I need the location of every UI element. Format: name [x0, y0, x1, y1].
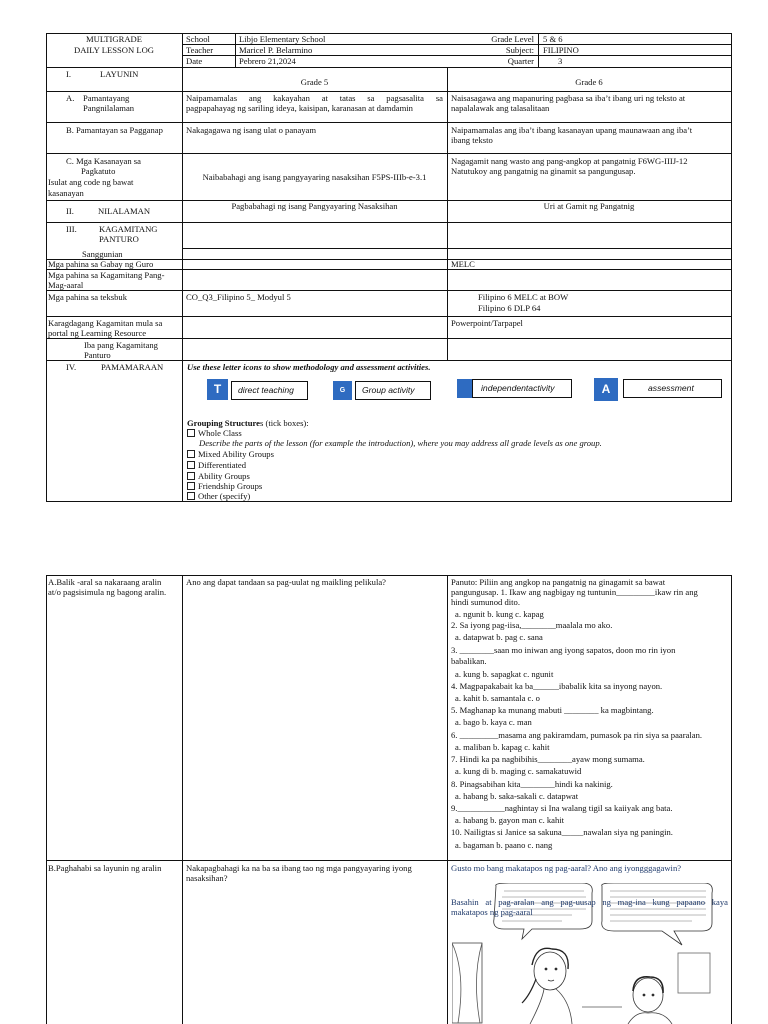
- subject-label: Subject:: [505, 45, 534, 55]
- checkbox-icon[interactable]: [187, 429, 195, 437]
- gabay-g6: MELC: [451, 259, 475, 269]
- paghahabi-g6-question: Gusto mo bang makatapos ng pag-aaral? Ano ang iyongggagawin?: [451, 863, 682, 873]
- quiz-line: babalikan.: [451, 656, 487, 666]
- nilalaman-num: II.: [66, 206, 74, 216]
- opt-differentiated[interactable]: [187, 460, 246, 470]
- checkbox-icon[interactable]: [187, 450, 195, 458]
- quiz-line: a. datapwat b. pag c. sana: [455, 632, 543, 642]
- pamantayang-g6-line1: Naisasagawa ang mapanuring pagbasa sa iba’t ibang uri ng teksto at: [451, 93, 686, 103]
- panuto-line-1: Panuto: Piliin ang angkop na pangatnig na ginagamit sa bawat: [451, 577, 666, 587]
- opt-whole-class[interactable]: [187, 428, 242, 438]
- nilalaman-g6: Uri at Gamit ng Pangatnig: [543, 201, 635, 211]
- group-activity-icon: G: [333, 381, 352, 400]
- layunin-num: I.: [66, 69, 72, 79]
- kagamitang-label-1: Mga pahina sa Kagamitang Pang-: [48, 270, 165, 280]
- kasanayan-g5: Naibabahagi ang isang pangyayaring nasaksihan F5PS-IIIb-e-3.1: [202, 172, 427, 182]
- quiz-line: 4. Magpapakabait ka ba______ibabalik kita sa inyong nayon.: [451, 681, 663, 691]
- direct-teaching-icon: T: [207, 379, 228, 400]
- checkbox-icon[interactable]: [187, 492, 195, 500]
- pamamaraan-num: IV.: [66, 362, 77, 372]
- karagdagang-label-1: Karagdagang Kagamitan mula sa: [48, 318, 163, 328]
- kagamitan-label-2: PANTURO: [99, 234, 139, 244]
- quiz-line: a. habang b. gayon man c. kahit: [455, 815, 565, 825]
- opt-ability-groups[interactable]: [187, 471, 250, 481]
- grouping-title-rest: s (tick boxes):: [259, 418, 309, 428]
- layunin-label: LAYUNIN: [100, 69, 139, 79]
- teksbuk-g6-2: Filipino 6 DLP 64: [478, 303, 541, 313]
- describe-note: Describe the parts of the lesson (for example the introduction), where you may address all grade levels as one group.: [199, 438, 602, 448]
- paghahabi-g6-basahin-1: Basahin at pag-aralan ang pag-uusap ng mag-ina kung papaano kaya: [451, 897, 728, 907]
- teacher-label: Teacher: [186, 45, 214, 55]
- kasanayan-label-4: kasanayan: [48, 188, 84, 198]
- school-label: School: [186, 34, 210, 44]
- karagdagang-label-2: portal ng Learning Resource: [48, 328, 147, 338]
- quiz-line: 7. Hindi ka pa nagbibihis________ayaw mong sumama.: [451, 754, 645, 764]
- quiz-line: a. kahit b. samantala c. o: [455, 693, 540, 703]
- pamamaraan-label: PAMAMARAAN: [101, 362, 164, 372]
- paghahabi-g5-line1: Nakapagbahagi ka na ba sa ibang tao ng mga pangyayaring iyong: [186, 863, 412, 873]
- quiz-line: a. kung di b. maging c. samakatuwid: [455, 766, 582, 776]
- quiz-line: a. habang b. saka-sakali c. datapwat: [455, 791, 579, 801]
- opt-other-label: Other (specify): [198, 491, 251, 501]
- kasanayan-label-3: Isulat ang code ng bawat: [48, 177, 134, 187]
- paghahabi-g6-basahin-2: makatapos ng pag-aaral: [451, 907, 533, 917]
- kasanayan-g6-line2: Natutukoy ang pangatnig na ginamit sa pangungusap.: [451, 166, 636, 176]
- checkbox-icon[interactable]: [187, 472, 195, 480]
- checkbox-icon[interactable]: [187, 461, 195, 469]
- kasanayan-label-2: Pagkatuto: [81, 166, 116, 176]
- direct-teaching-label: direct teaching: [231, 381, 308, 400]
- title-dll: DAILY LESSON LOG: [74, 45, 154, 55]
- nilalaman-g5: Pagbabahagi ng isang Pangyayaring Nasaksihan: [231, 201, 398, 211]
- opt-mixed-ability[interactable]: [187, 449, 274, 459]
- pamantayang-label-2: Pangnilalaman: [83, 103, 135, 113]
- assessment-icon: A: [594, 378, 618, 401]
- assessment-label: assessment: [623, 379, 722, 398]
- quiz-line: 3. ________saan mo iniwan ang iyong sapatos, doon mo rin iyon: [451, 645, 676, 655]
- paghahabi-g5-line2: nasaksihan?: [186, 873, 228, 883]
- paghahabi-label: B.Paghahabi sa layunin ng aralin: [48, 863, 162, 873]
- grouping-title-bold: Grouping Structure: [187, 418, 260, 428]
- quiz-line: a. maliban b. kapag c. kahit: [455, 742, 550, 752]
- opt-ability-groups-label: Ability Groups: [198, 471, 250, 481]
- letter-icons-instruction: Use these letter icons to show methodology and assessment activities.: [187, 362, 431, 372]
- pagganap-g6-line2: ibang teksto: [451, 135, 493, 145]
- date-label: Date: [186, 56, 203, 66]
- grouping-title: [187, 418, 309, 428]
- pagganap-label: B. Pamantayan sa Pagganap: [66, 125, 163, 135]
- quiz-line: a. kung b. sapagkat c. ngunit: [455, 669, 554, 679]
- teacher-value: Maricel P. Belarmino: [239, 45, 313, 55]
- pamantayang-g5-line2: pagpapahayag ng sariling ideya, kaisipan, karanasan at damdamin: [186, 103, 413, 113]
- panuto-line-2: pangungusap. 1. Ikaw ang nagbigay ng tuntunin_________ikaw rin ang: [451, 587, 698, 597]
- kasanayan-g6-line1: Nagagamit nang wasto ang pang-angkop at pangatnig F6WG-IIIJ-12: [451, 156, 688, 166]
- kasanayan-label-1: C. Mga Kasanayan sa: [66, 156, 141, 166]
- panuto-line-3: hindi sumunod dito.: [451, 597, 520, 607]
- quiz-line: 2. Sa iyong pag-iisa,________maalala mo ako.: [451, 620, 613, 630]
- teksbuk-g6-1: Filipino 6 MELC at BOW: [478, 292, 569, 302]
- opt-differentiated-label: Differentiated: [198, 460, 247, 470]
- pamantayang-g5-line1: Naipamamalas ang kakayahan at tatas sa pagsasalita sa: [186, 93, 443, 103]
- teksbuk-label: Mga pahina sa teksbuk: [48, 292, 127, 302]
- opt-friendship-groups-label: Friendship Groups: [198, 481, 263, 491]
- school-value: Libjo Elementary School: [239, 34, 326, 44]
- grade5-heading: Grade 5: [300, 77, 329, 87]
- pagganap-g5: Nakagagawa ng isang ulat o panayam: [186, 125, 317, 135]
- sanggunian-label: Sanggunian: [82, 249, 123, 259]
- quiz-line: 8. Pinagsabihan kita________hindi ka nakinig.: [451, 779, 613, 789]
- title-multigrade: MULTIGRADE: [85, 34, 143, 44]
- quiz-line: a. bagaman b. paano c. nang: [455, 840, 553, 850]
- quiz-line: 10. Nailigtas si Janice sa sakuna_____nawalan siya ng paningin.: [451, 827, 673, 837]
- opt-friendship-groups[interactable]: [187, 481, 262, 491]
- opt-mixed-ability-label: Mixed Ability Groups: [198, 449, 274, 459]
- pagganap-g6-line1: Naipamamalas ang iba’t ibang kasanayan upang maunawaan ang iba’t: [451, 125, 693, 135]
- teksbuk-g5: CO_Q3_Filipino 5_ Modyul 5: [186, 292, 291, 302]
- karagdagang-g6: Powerpoint/Tarpapel: [451, 318, 523, 328]
- independent-activity-icon: I: [457, 379, 472, 398]
- date-value: Pebrero 21,2024: [239, 56, 296, 66]
- quiz-line: a. ngunit b. kung c. kapag: [455, 609, 544, 619]
- quiz-line: a. bago b. kaya c. man: [455, 717, 532, 727]
- quiz-line: 5. Maghanap ka munang mabuti ________ ka magbintang.: [451, 705, 654, 715]
- pamantayang-g6-line2: napalalawak ang talasalitaan: [451, 103, 550, 113]
- checkbox-icon[interactable]: [187, 482, 195, 490]
- kagamitan-label-1: KAGAMITANG: [99, 224, 158, 234]
- balik-aral-g5: Ano ang dapat tandaan sa pag-uulat ng maikling pelikula?: [186, 577, 386, 587]
- nilalaman-label: NILALAMAN: [98, 206, 151, 216]
- gabay-label: Mga pahina sa Gabay ng Guro: [48, 259, 154, 269]
- quarter-label: Quarter: [507, 56, 534, 66]
- quarter-value: 3: [558, 56, 563, 66]
- iba-label-2: Panturo: [84, 350, 111, 360]
- grade-level-label: Grade Level: [491, 34, 534, 44]
- independent-activity-label: independentactivity: [472, 379, 572, 398]
- opt-other[interactable]: [187, 491, 250, 501]
- balik-aral-label-2: at/o pagsisimula ng bagong aralin.: [48, 587, 167, 597]
- pamantayang-label-1: Pamantayang: [83, 93, 130, 103]
- kagamitan-num: III.: [66, 224, 77, 234]
- quiz-line: 9.___________naghintay si Ina walang tigil sa kaiiyak ang bata.: [451, 803, 673, 813]
- grade6-heading: Grade 6: [575, 77, 603, 87]
- balik-aral-label-1: A.Balik -aral sa nakaraang aralin: [48, 577, 162, 587]
- pamantayang-letter: A.: [66, 93, 75, 103]
- opt-whole-class-label: Whole Class: [198, 428, 242, 438]
- subject-value: FILIPINO: [543, 45, 579, 55]
- kagamitang-label-2: Mag-aaral: [48, 280, 84, 290]
- grade-level-value: 5 & 6: [543, 34, 563, 44]
- iba-label-1: Iba pang Kagamitang: [84, 340, 158, 350]
- quiz-line: 6. _________masama ang pakiramdam, pumasok pa rin siya sa paaralan.: [451, 730, 703, 740]
- group-activity-label: Group activity: [355, 381, 431, 400]
